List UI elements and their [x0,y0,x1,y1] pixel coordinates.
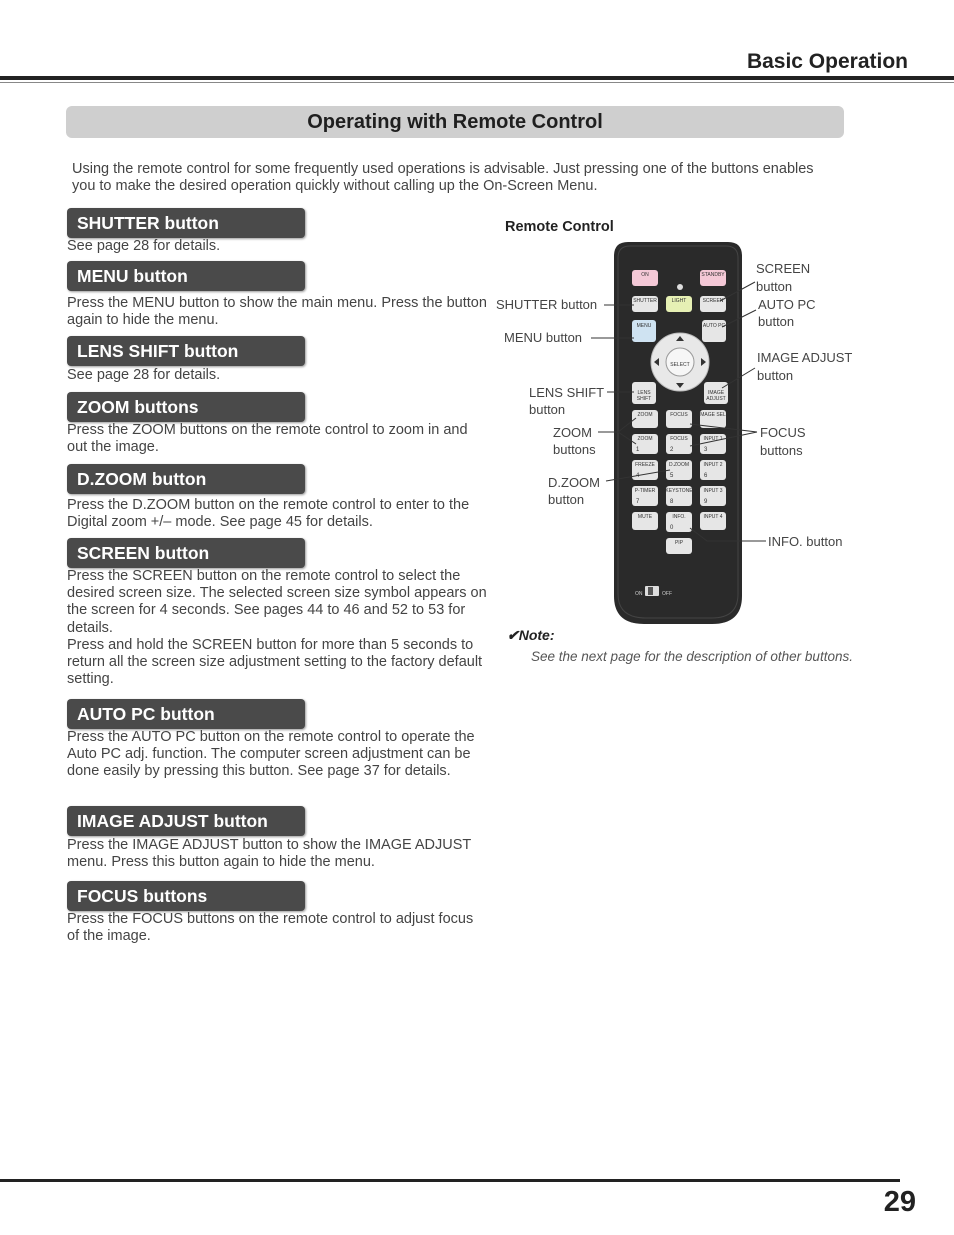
focus-down-key [666,434,692,454]
key-number-1: 1 [636,447,640,453]
info-key [666,512,692,532]
lens-shift-key-label-1: LENS [637,390,651,396]
image-adjust-key-label-2: ADJUST [706,396,726,402]
shutter-key-label: SHUTTER [633,298,657,304]
heading-dzoom-button: D.ZOOM button [67,464,305,494]
callout-info: INFO. button [768,534,843,549]
note-heading: ✔Note: [507,627,555,643]
callout-autopc-l1: AUTO PC [758,297,816,312]
select-key-label: SELECT [670,362,690,368]
focus-up-key-label: FOCUS [670,412,688,418]
heading-image-adjust-button: IMAGE ADJUST button [67,806,305,836]
key-number-6: 6 [704,473,708,479]
switch-on-label: ON [635,591,643,597]
zoom-down-key-label: ZOOM [637,436,653,442]
freeze-key-label: FREEZE [635,462,655,468]
footer-rule [0,1179,900,1182]
key-number-4: 4 [636,473,640,479]
page-number: 29 [883,1186,916,1218]
focus-up-key [666,410,692,428]
zoom-up-key-label: ZOOM [637,412,653,418]
heading-lens-shift-button: LENS SHIFT button [67,336,305,366]
intro-paragraph: Using the remote control for some frequently used operations is advisable. Just pressing one of the buttons enables you to make the desired operation quickly without calling up the On-Screen Menu. [72,161,814,194]
text-auto-pc-button: Press the AUTO PC button on the remote control to operate the Auto PC adj. function. The computer screen adjustment can be done easily by pressing this button. See page 37 for details. [67,729,475,780]
power-switch-slider [648,587,653,595]
image-adjust-key-label-1: IMAGE [707,390,725,396]
info-key-label: INFO. [672,514,686,520]
keystone-key [665,486,693,506]
callout-dzoom-l1: D.ZOOM [548,475,600,490]
callout-imgadj-l1: IMAGE ADJUST [757,350,853,365]
input1-key [700,434,726,454]
mute-key [632,512,658,530]
text-shutter-button: See page 28 for details. [67,238,221,254]
autopc-key-label: AUTO PC [702,323,726,329]
text-dzoom-button: Press the D.ZOOM button on the remote control to enter to the Digital zoom +/– mode. See page 45 for details. [67,497,470,531]
text-screen-button: Press the SCREEN button on the remote control to select the desired screen size. The selected screen size symbol appears on the screen for 4 seconds. See pages 44 to 46 and 52 to 53 for details. [67,568,487,636]
heading-screen-button: SCREEN button [67,538,305,568]
callout-screen-l2: button [756,279,793,294]
callout-focus-l2: buttons [760,443,803,458]
callout-dzoom-l2: button [548,492,585,507]
callout-lens-l1: LENS SHIFT [529,385,605,400]
text-zoom-buttons: Press the ZOOM buttons on the remote control to zoom in and out the image. [67,422,468,456]
heading-shutter-button: SHUTTER button [67,208,305,238]
switch-off-label: OFF [662,591,672,597]
input2-key [700,460,726,480]
heading-auto-pc-button: AUTO PC button [67,699,305,729]
freeze-key [632,460,658,480]
standby-key-label: STANDBY [701,272,725,278]
mute-key-label: MUTE [637,514,653,520]
on-key-label: ON [641,272,649,278]
callout-zoom-l1: ZOOM [553,425,592,440]
pip-key-label: PIP [674,540,684,546]
key-number-0: 0 [670,525,674,531]
key-number-8: 8 [670,499,674,505]
ptimer-key-label: P-TIMER [634,488,656,494]
text-lens-shift-button: See page 28 for details. [67,367,221,383]
indicator-led [677,284,683,290]
callout-imgadj-l2: button [757,368,794,383]
callout-zoom-l2: buttons [553,442,596,457]
input3-key [700,486,726,506]
light-key-label: LIGHT [671,298,687,304]
callout-shutter: SHUTTER button [496,297,598,312]
heading-menu-button: MENU button [67,261,305,291]
input2-key-label: INPUT 2 [703,462,723,468]
menu-key-label: MENU [636,323,652,329]
image-sel-key-label: IMAGE SEL. [698,412,728,418]
input3-key-label: INPUT 3 [703,488,723,494]
zoom-up-key [632,410,658,428]
pip-key [666,538,692,554]
callout-menu: MENU button [504,330,583,345]
section-header-title: Basic Operation [746,50,908,73]
text-menu-button: Press the MENU button to show the main menu. Press the button again to hide the menu. [67,295,487,329]
input4-key [700,512,726,530]
page-title-banner: Operating with Remote Control [66,106,844,138]
dzoom-key-label: D.ZOOM [669,462,689,468]
text-image-adjust-button: Press the IMAGE ADJUST button to show the IMAGE ADJUST menu. Press this button again to hide the menu. [67,837,472,871]
input1-key-label: INPUT 1 [703,436,723,442]
text-screen-button-hold: Press and hold the SCREEN button for more than 5 seconds to return all the screen size adjustment setting to the factory default setting. [67,637,483,688]
key-number-9: 9 [704,499,708,505]
key-number-3: 3 [704,447,708,453]
key-number-5: 5 [670,473,674,479]
screen-key-label: SCREEN [702,298,724,304]
ptimer-key [632,486,658,506]
text-focus-buttons: Press the FOCUS buttons on the remote control to adjust focus of the image. [67,911,474,945]
note-text: See the next page for the description of other buttons. [531,649,853,664]
callout-focus-l1: FOCUS [760,425,806,440]
callout-autopc-l2: button [758,314,795,329]
heading-focus-buttons: FOCUS buttons [67,881,305,911]
input4-key-label: INPUT 4 [703,514,723,520]
remote-control-label: Remote Control [505,219,614,235]
key-number-2: 2 [670,447,674,453]
lens-shift-key-label-2: SHIFT [636,396,652,402]
callout-lens-l2: button [529,402,566,417]
key-number-7: 7 [636,499,640,505]
callout-screen-l1: SCREEN [756,261,811,276]
keystone-key-label: KEYSTONE [665,488,693,494]
focus-down-key-label: FOCUS [670,436,688,442]
heading-zoom-buttons: ZOOM buttons [67,392,305,422]
